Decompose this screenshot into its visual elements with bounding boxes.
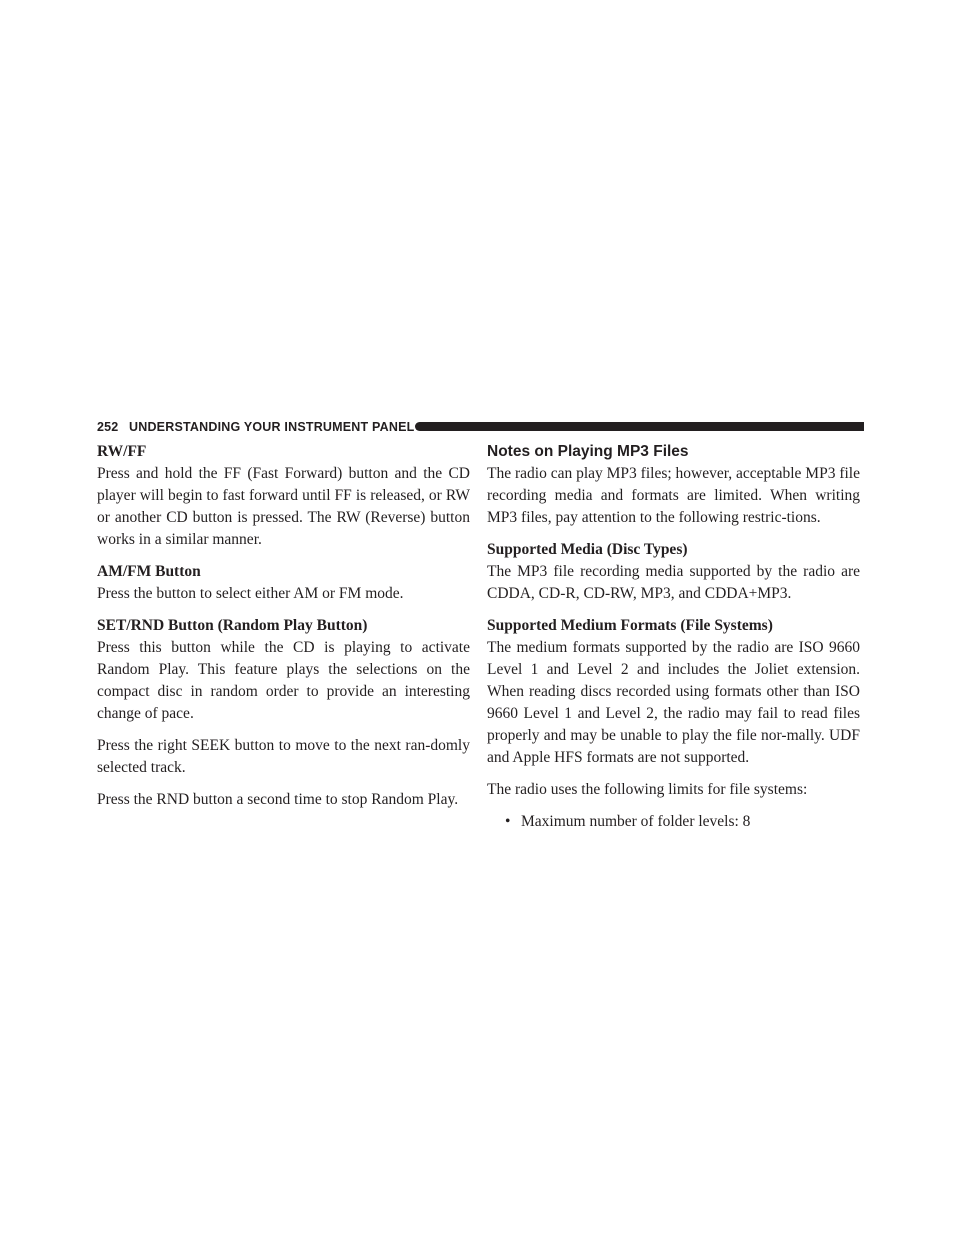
amfm-body: Press the button to select either AM or FM mode. xyxy=(97,585,404,602)
mp3-heading: Notes on Playing MP3 Files xyxy=(487,443,689,460)
right-column xyxy=(487,441,860,833)
setrnd-heading: SET/RND Button (Random Play Button) xyxy=(97,617,368,634)
mp3-body: The radio can play MP3 files; however, acceptable MP3 file recording media and formats are limited. When writing MP3 files, pay attention to the following restric-tions. xyxy=(487,465,860,526)
header-title: UNDERSTANDING YOUR INSTRUMENT PANEL xyxy=(129,420,415,434)
setrnd-body-2: Press the right SEEK button to move to the next ran-domly selected track. xyxy=(97,737,470,776)
media-heading: Supported Media (Disc Types) xyxy=(487,541,688,558)
left-column xyxy=(97,441,470,821)
media-body: The MP3 file recording media supported by the radio are CDDA, CD-R, CD-RW, MP3, and CDDA+MP3. xyxy=(487,563,860,602)
setrnd-body-3: Press the RND button a second time to stop Random Play. xyxy=(97,791,459,808)
page-header xyxy=(97,419,864,435)
setrnd-body: Press this button while the CD is playing to activate Random Play. This feature plays the selections on the compact disc in random order to provide an interesting change of pace. xyxy=(97,639,470,722)
header-rule xyxy=(415,422,864,431)
amfm-heading: AM/FM Button xyxy=(97,563,201,580)
formats-body-2: The radio uses the following limits for file systems: xyxy=(487,781,808,798)
bullet-text: Maximum number of folder levels: 8 xyxy=(521,813,751,830)
list-item xyxy=(505,811,860,833)
rwff-body: Press and hold the FF (Fast Forward) button and the CD player will begin to fast forward until FF is released, or RW or another CD button is pressed. The RW (Reverse) button works in a similar manner. xyxy=(97,465,470,548)
formats-body: The medium formats supported by the radio are ISO 9660 Level 1 and Level 2 and includes the Joliet extension. When reading discs recorded using formats other than ISO 9660 Level 1 and Level 2, the radio may fail to read files properly and may be unable to play the file nor-mally. UDF and Apple HFS formats are not supported. xyxy=(487,639,860,766)
formats-heading: Supported Medium Formats (File Systems) xyxy=(487,617,773,634)
page-number: 252 xyxy=(97,420,119,434)
rwff-heading: RW/FF xyxy=(97,443,147,460)
bullet-icon: • xyxy=(505,813,511,830)
